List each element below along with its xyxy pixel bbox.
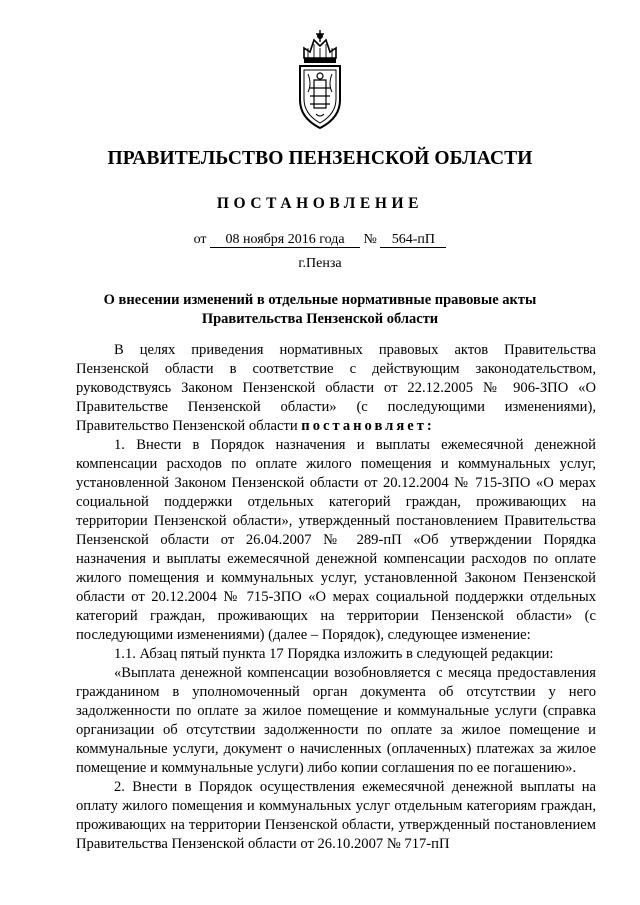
preamble-text: В целях приведения нормативных правовых актов Правительства Пензенской области в соответствие с действующим законодательством, руководствуясь Законом Пензенской области от 22.12.2005 № 906-ЗПО «О Правительстве Пензенской области» (с последующими изменениями), Правительство Пензенской области bbox=[76, 342, 596, 434]
paragraph-preamble bbox=[76, 341, 596, 436]
number-sign: № bbox=[363, 232, 377, 247]
resolves-word: постановляет: bbox=[301, 418, 435, 434]
paragraph-item-1: 1. Внести в Порядок назначения и выплаты ежемесячной денежной компенсации расходов по оплате жилого помещения и коммунальных услуг, установленной Законом Пензенской области от 20.12.2004 № 715-ЗПО «О мерах социальной поддержки отдельных категорий граждан, проживающих на территории Пензенской области», утвержденный постановлением Правительства Пензенской области от 26.04.2007 № 289-пП «Об утверждении Порядка назначения и выплаты ежемесячной денежной компенсации расходов по оплате жилого помещения и коммунальных услуг, установленной Законом Пензенской области от 20.12.2004 № 715-ЗПО «О мерах социальной поддержки отдельных категорий граждан, проживающих на территории Пензенской области» (с последующими изменениями) (далее – Порядок), следующее изменение: bbox=[76, 437, 596, 643]
government-name: ПРАВИТЕЛЬСТВО ПЕНЗЕНСКОЙ ОБЛАСТИ bbox=[107, 148, 533, 169]
document-body bbox=[76, 341, 596, 854]
date-number-line bbox=[0, 232, 640, 248]
document-date: 08 ноября 2016 года bbox=[210, 232, 360, 248]
document-type: ПОСТАНОВЛЕНИЕ bbox=[216, 195, 424, 212]
heading-line-1: О внесении изменений в отдельные нормативные правовые акты bbox=[103, 292, 537, 308]
heading-line-2: Правительства Пензенской области bbox=[201, 311, 439, 327]
paragraph-quote: «Выплата денежной компенсации возобновляется с месяца предоставления гражданином в уполномоченный орган документа об отсутствии у него задолженности по оплате за жилое помещение и коммунальные услуги (справка организации об отсутствии задолженности по оплате за жилое помещение и коммунальные услуги, документ о начисленных (оплаченных) платежах за жилое помещение и коммунальные услуги) либо копии соглашения по ее погашению». bbox=[76, 665, 596, 776]
paragraph-item-2: 2. Внести в Порядок осуществления ежемесячной денежной выплаты на оплату жилого помещения и коммунальных услуг отдельным категориям граждан, проживающих на территории Пензенской области, утвержденный постановлением Правительства Пензенской области от 26.10.2007 № 717-пП bbox=[76, 779, 596, 852]
date-prefix: от bbox=[193, 232, 207, 247]
city: г.Пенза bbox=[298, 256, 342, 271]
document-number: 564-пП bbox=[380, 232, 446, 248]
paragraph-item-1-1: 1.1. Абзац пятый пункта 17 Порядка изложить в следующей редакции: bbox=[114, 646, 554, 662]
coat-of-arms-emblem bbox=[296, 28, 344, 132]
document-heading bbox=[60, 291, 580, 329]
